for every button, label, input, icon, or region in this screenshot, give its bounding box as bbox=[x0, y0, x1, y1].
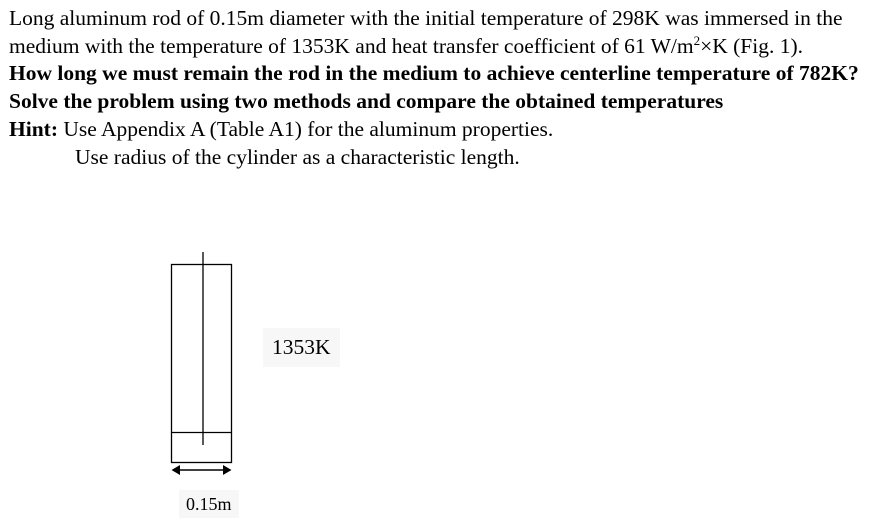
dimension-arrow-left bbox=[172, 465, 181, 475]
hint-label: Hint: bbox=[9, 116, 58, 141]
problem-question: How long we must remain the rod in the medium to achieve centerline temperature of 782K? Solve the problem using two methods and compare the obtained temperatures bbox=[9, 61, 859, 114]
hint-line-2: Use radius of the cylinder as a characteristic length. bbox=[75, 144, 520, 169]
dimension-arrow-right bbox=[223, 465, 232, 475]
hint-text-1: Use Appendix A (Table A1) for the aluminum properties. bbox=[57, 116, 554, 141]
statement-text: Long aluminum rod of 0.15m diameter with the initial temperature of 298K was immersed in the medium with the temperature of 1353K and heat transfer coefficient of 61 W/m bbox=[9, 6, 843, 58]
statement-text-end: ×K (Fig. 1). bbox=[700, 33, 803, 58]
unit-superscript: 2 bbox=[693, 32, 701, 48]
medium-temperature-label: 1353K bbox=[263, 328, 340, 367]
diameter-label: 0.15m bbox=[179, 490, 239, 518]
